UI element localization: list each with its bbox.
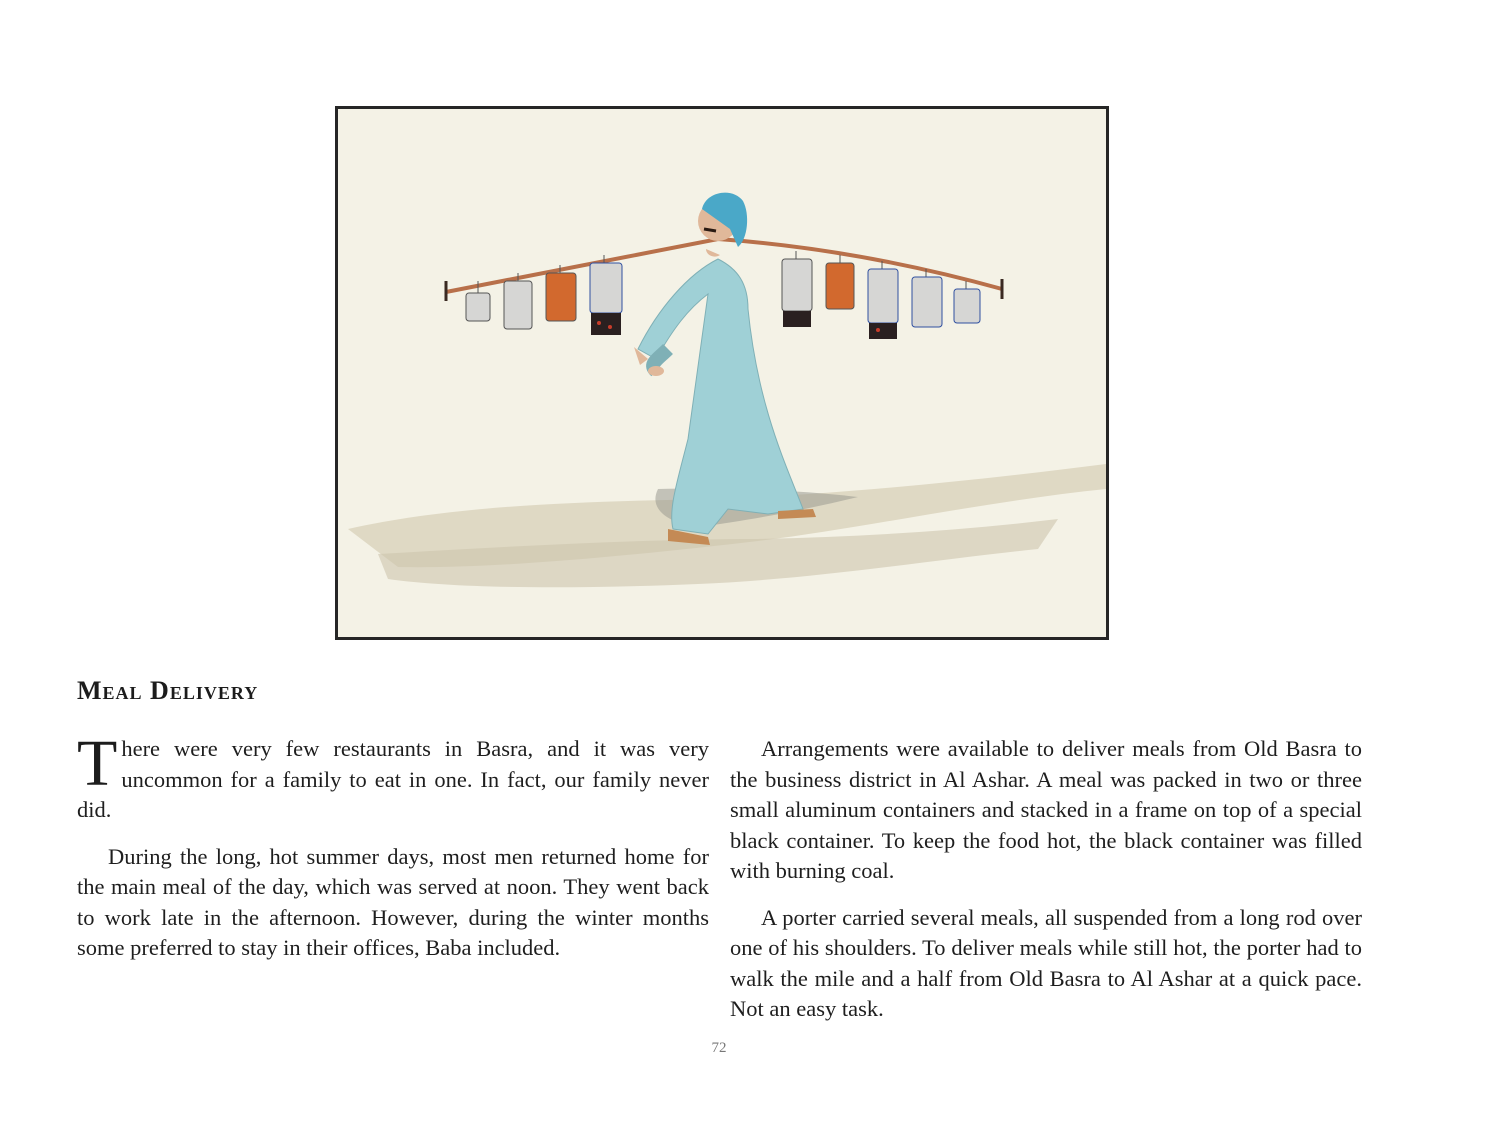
paragraph: A porter carried several meals, all suspended from a long rod over one of his shoulders. To deliver meals while still hot, the porter had to walk the mile and a half from Old Basra to Al Ashar at a quick pace. Not an easy task. bbox=[730, 904, 1362, 1021]
page-number: 72 bbox=[711, 1040, 727, 1056]
left-column bbox=[77, 727, 709, 980]
section-heading: Meal Delivery bbox=[77, 676, 259, 705]
paragraph-text: here were very few restaurants in Basra, and it was very uncommon for a family to eat in one. In fact, our family never did. bbox=[77, 736, 709, 822]
paragraph bbox=[77, 727, 709, 826]
paragraph: During the long, hot summer days, most men returned home for the main meal of the day, which was served at noon. They went back to work late in the afternoon. However, during the winter months some preferred to stay in their offices, Baba included. bbox=[77, 843, 709, 960]
drop-cap: T bbox=[77, 727, 118, 800]
right-column bbox=[730, 734, 1362, 1041]
watercolor-painting bbox=[338, 109, 1106, 637]
paragraph: Arrangements were available to deliver meals from Old Basra to the business district in Al Ashar. A meal was packed in two or three small aluminum containers and stacked in a frame on top of a special black container. To keep the food hot, the black container was filled with burning coal. bbox=[730, 736, 1362, 883]
meal-porter-illustration bbox=[335, 106, 1109, 640]
